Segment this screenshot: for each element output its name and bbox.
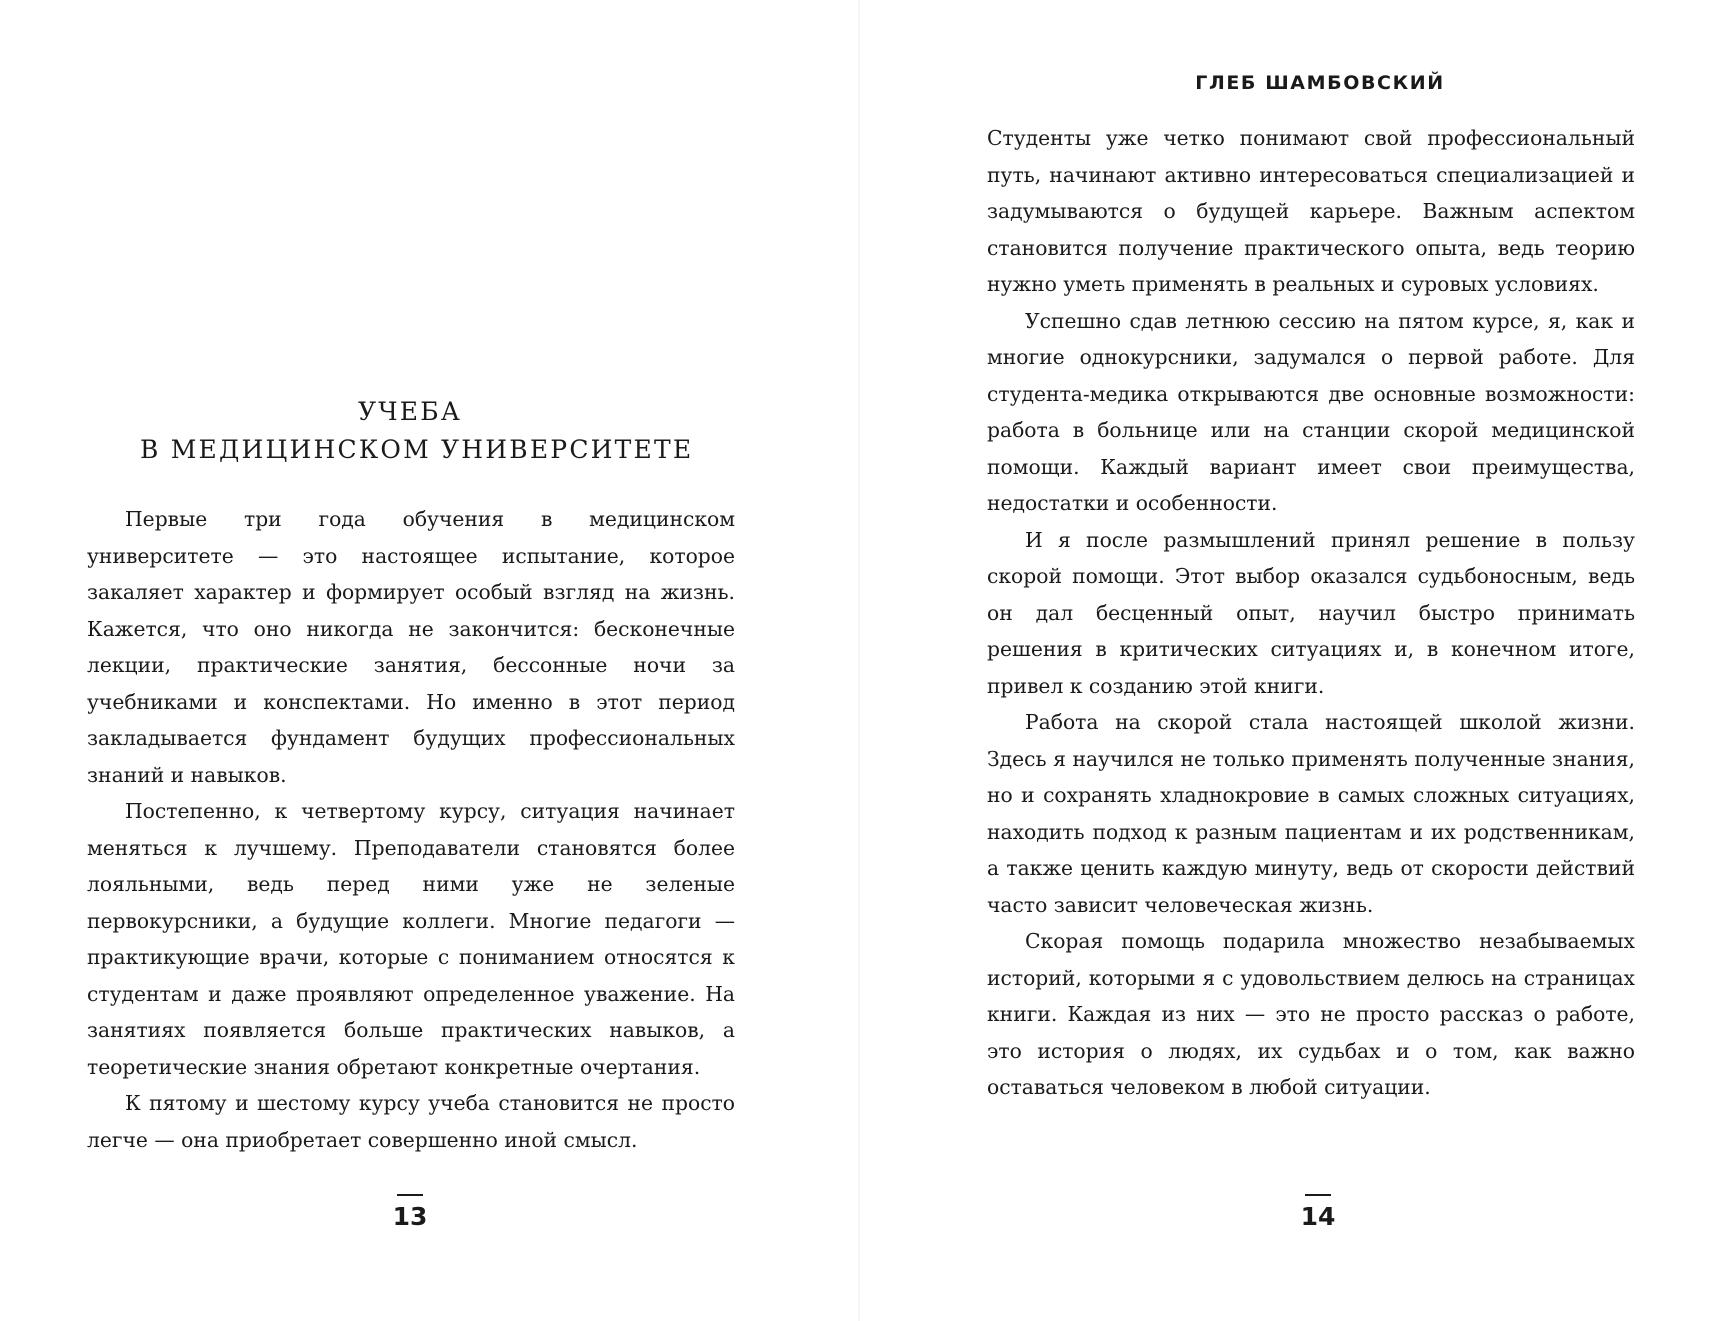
page-number-right — [1288, 1194, 1348, 1231]
folio-rule — [1305, 1194, 1331, 1196]
chapter-title-line-2: В МЕДИЦИНСКОМ УНИВЕРСИТЕТЕ — [140, 435, 694, 464]
running-head-author: ГЛЕБ ШАМБОВСКИЙ — [1195, 72, 1445, 94]
paragraph: Работа на скорой стала настоящей школой жизни. Здесь я научился не только применять полученные знания, но и сохранять хладнокровие в самых сложных ситуациях, находить подход к разным пациентам и их родственникам, а также ценить каждую минуту, ведь от скорости действий часто зависит человеческая жизнь. — [987, 710, 1635, 917]
left-page — [0, 0, 860, 1321]
page-number-text: 13 — [392, 1202, 428, 1231]
chapter-title — [140, 393, 694, 469]
paragraph: Постепенно, к четвертому курсу, ситуация начинает меняться к лучшему. Преподаватели становятся более лояльными, ведь перед ними уже не зеленые первокурсники, а будущие коллеги. Многие педагоги — практикующие врачи, которые с пониманием относятся к студентам и даже проявляют определенное уважение. На занятиях появляется больше практических навыков, а теоретические знания обретают конкретные очертания. — [87, 799, 735, 1079]
chapter-title-line-1: УЧЕБА — [358, 397, 462, 426]
folio-rule — [397, 1194, 423, 1196]
left-page-body — [87, 501, 735, 1158]
paragraph: Первые три года обучения в медицинском университете — это настоящее испытание, которое закаляет характер и формирует особый взгляд на жизнь. Кажется, что оно никогда не закончится: бесконечные лекции, практические занятия, бессонные ночи за учебниками и конспектами. Но именно в этот период закладывается фундамент будущих профессиональных знаний и навыков. — [87, 507, 735, 787]
paragraph: Студенты уже четко понимают свой профессиональный путь, начинают активно интересоваться специализацией и задумываются о будущей карьере. Важным аспектом становится получение практического опыта, ведь теорию нужно уметь применять в реальных и суровых условиях. — [987, 126, 1635, 296]
paragraph: И я после размышлений принял решение в пользу скорой помощи. Этот выбор оказался судьбоносным, ведь он дал бесценный опыт, научил быстро принимать решения в критических ситуациях и, в конечном итоге, привел к созданию этой книги. — [987, 527, 1635, 698]
page-number-text: 14 — [1300, 1202, 1336, 1231]
page-number-left — [380, 1194, 440, 1231]
paragraph: Скорая помощь подарила множество незабываемых историй, которыми я с удовольствием делюсь на страницах книги. Каждая из них — это не просто рассказ о работе, это история о людях, их судьбах и о том, как важно оставаться человеком в любой ситуации. — [987, 929, 1635, 1099]
paragraph: Успешно сдав летнюю сессию на пятом курсе, я, как и многие однокурсники, задумался о первой работе. Для студента-медика открываются две основные возможности: работа в больнице или на станции скорой медицинской помощи. Каждый вариант имеет свои преимущества, недостатки и особенности. — [987, 308, 1635, 515]
paragraph: К пятому и шестому курсу учеба становится не просто легче — она приобретает совершенно иной смысл. — [87, 1091, 735, 1152]
right-page-body — [987, 120, 1635, 1106]
